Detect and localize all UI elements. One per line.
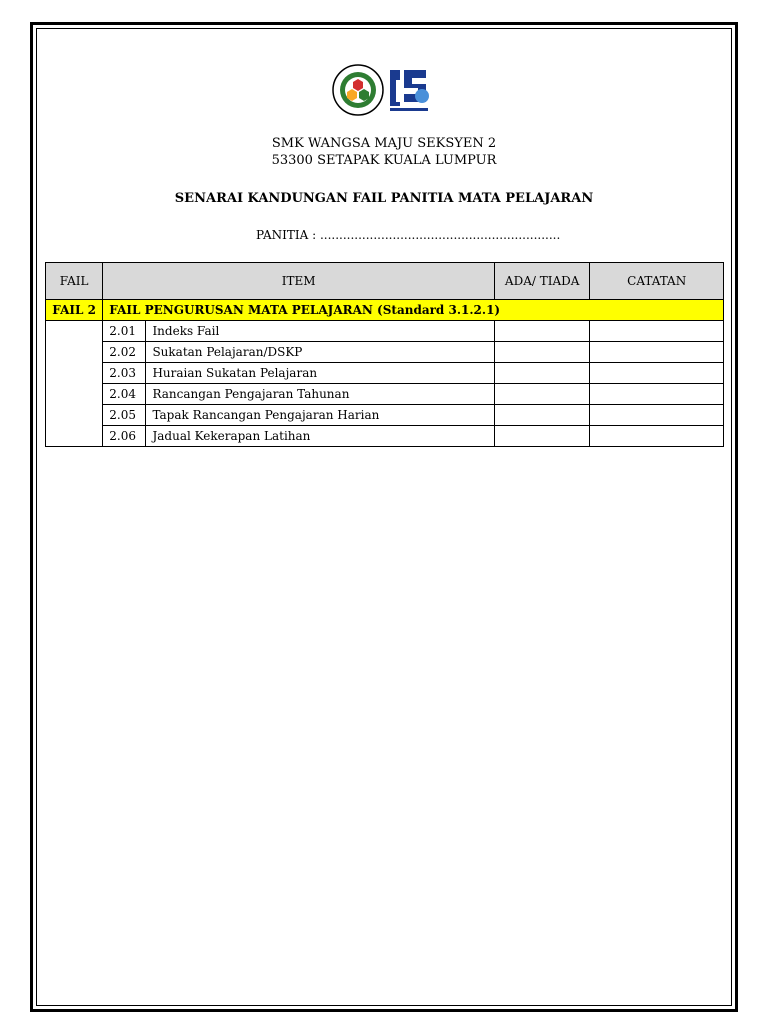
header-item: ITEM	[103, 263, 495, 300]
document-title: SENARAI KANDUNGAN FAIL PANITIA MATA PELAJARAN	[174, 191, 594, 206]
item-name: Indeks Fail	[146, 321, 495, 342]
fail-blank-cell	[46, 321, 103, 447]
section-row	[46, 300, 724, 321]
table-row	[46, 426, 724, 447]
school-name: SMK WANGSA MAJU SEKSYEN 2	[271, 136, 497, 151]
ada-tiada-cell[interactable]	[494, 342, 589, 363]
logo-group	[332, 64, 436, 118]
item-name: Sukatan Pelajaran/DSKP	[146, 342, 495, 363]
item-number: 2.02	[103, 342, 146, 363]
ada-tiada-cell[interactable]	[494, 405, 589, 426]
item-name: Tapak Rancangan Pengajaran Harian	[146, 405, 495, 426]
panitia-field	[256, 228, 560, 242]
header-catatan: CATATAN	[590, 263, 724, 300]
table-row	[46, 384, 724, 405]
panitia-label: PANITIA :	[256, 228, 320, 242]
table-row	[46, 321, 724, 342]
item-number: 2.05	[103, 405, 146, 426]
school-address: 53300 SETAPAK KUALA LUMPUR	[271, 153, 497, 168]
table-row	[46, 405, 724, 426]
catatan-cell[interactable]	[590, 342, 724, 363]
section-title: FAIL PENGURUSAN MATA PELAJARAN (Standard 3.1.2.1)	[103, 300, 724, 321]
section-fail-number: FAIL 2	[46, 300, 103, 321]
catatan-cell[interactable]	[590, 384, 724, 405]
catatan-cell[interactable]	[590, 405, 724, 426]
panitia-blank[interactable]: ...............................................................	[319, 228, 561, 242]
ada-tiada-cell[interactable]	[494, 321, 589, 342]
ks-emblem-logo	[386, 66, 432, 116]
page-border	[30, 22, 738, 1012]
table-row	[46, 363, 724, 384]
table-header-row	[46, 263, 724, 300]
item-name: Rancangan Pengajaran Tahunan	[146, 384, 495, 405]
item-number: 2.03	[103, 363, 146, 384]
item-number: 2.04	[103, 384, 146, 405]
header-fail: FAIL	[46, 263, 103, 300]
ada-tiada-cell[interactable]	[494, 384, 589, 405]
item-name: Jadual Kekerapan Latihan	[146, 426, 495, 447]
ada-tiada-cell[interactable]	[494, 363, 589, 384]
file-contents-table	[45, 262, 724, 447]
page-inner-border	[36, 28, 732, 1006]
school-crest-logo	[332, 64, 384, 116]
item-number: 2.06	[103, 426, 146, 447]
catatan-cell[interactable]	[590, 426, 724, 447]
item-number: 2.01	[103, 321, 146, 342]
catatan-cell[interactable]	[590, 363, 724, 384]
catatan-cell[interactable]	[590, 321, 724, 342]
ada-tiada-cell[interactable]	[494, 426, 589, 447]
item-name: Huraian Sukatan Pelajaran	[146, 363, 495, 384]
header-ada-tiada: ADA/ TIADA	[494, 263, 589, 300]
table-row	[46, 342, 724, 363]
